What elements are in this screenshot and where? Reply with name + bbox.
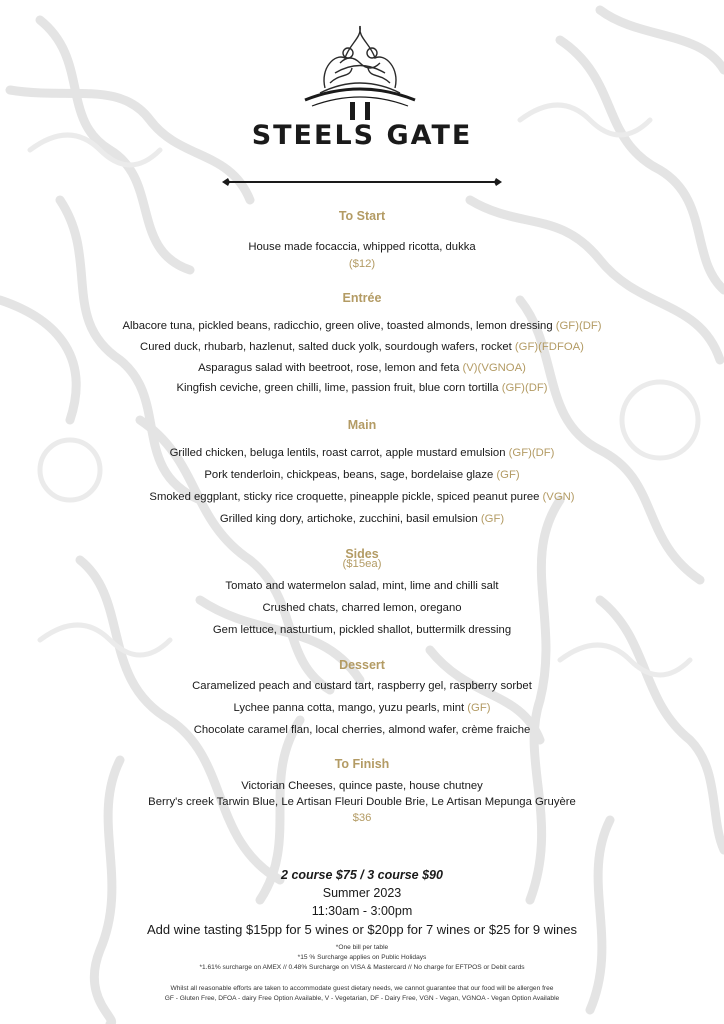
course-pricing: 2 course $75 / 3 course $90 <box>281 868 443 882</box>
section-subtitle-sides: ($15ea) <box>342 558 382 570</box>
season-label: Summer 2023 <box>322 886 402 900</box>
section-title-entree: Entrée <box>342 291 382 305</box>
section-price-to-start: ($12) <box>348 258 376 270</box>
section-title-to-finish: To Finish <box>334 757 390 771</box>
brand-name: STEELS GATE <box>251 120 473 151</box>
dietary-tag: (GF)(DF) <box>555 320 602 332</box>
note-line: *One bill per table <box>335 944 389 951</box>
service-hours: 11:30am - 3:00pm <box>311 904 413 918</box>
section-title-sides: Sides <box>345 547 379 561</box>
dietary-tag: (GF)(FDFOA) <box>514 341 584 353</box>
menu-item: Crushed chats, charred lemon, oregano <box>262 602 462 614</box>
menu-item: Gem lettuce, nasturtium, pickled shallot, buttermilk dressing <box>212 624 512 636</box>
divider-ornament-icon <box>222 176 502 188</box>
allergen-disclaimer: Whilst all reasonable efforts are taken to accommodate guest dietary needs, we cannot guarantee that our food will be allergen free <box>170 985 554 992</box>
section-title-to-start: To Start <box>338 209 386 223</box>
dietary-tag: (V)(VGNOA) <box>462 362 526 374</box>
menu-item: Chocolate caramel flan, local cherries, almond wafer, crème fraiche <box>193 724 531 736</box>
dietary-tag: (GF) <box>467 702 491 714</box>
menu-item: House made focaccia, whipped ricotta, dukka <box>248 241 476 253</box>
menu-item: Asparagus salad with beetroot, rose, lemon and feta (V)(VGNOA) <box>198 362 526 374</box>
dietary-legend: GF - Gluten Free, DFOA - dairy Free Option Available, V - Vegetarian, DF - Dairy Free, VGN - Vegan, VGNOA - Vegan Option Available <box>164 995 560 1002</box>
note-line: *15 % Surcharge applies on Public Holidays <box>297 954 427 961</box>
menu-item: Caramelized peach and custard tart, raspberry gel, raspberry sorbet <box>192 680 532 692</box>
dietary-tag: (GF) <box>480 513 505 525</box>
menu-item: Grilled king dory, artichoke, zucchini, basil emulsion (GF) <box>219 513 505 525</box>
menu-item: Kingfish ceviche, green chilli, lime, passion fruit, blue corn tortilla (GF)(DF) <box>176 382 548 394</box>
menu-item: Tomato and watermelon salad, mint, lime and chilli salt <box>225 580 499 592</box>
dietary-tag: (GF) <box>496 469 520 481</box>
dietary-tag: (GF)(DF) <box>501 382 548 394</box>
menu-item: Lychee panna cotta, mango, yuzu pearls, mint (GF) <box>233 702 491 714</box>
section-title-dessert: Dessert <box>339 658 385 672</box>
menu-item: Berry's creek Tarwin Blue, Le Artisan Fleuri Double Brie, Le Artisan Mepunga Gruyère <box>148 796 576 808</box>
menu-item: Grilled chicken, beluga lentils, roast carrot, apple mustard emulsion (GF)(DF) <box>169 447 555 459</box>
note-line: *1.61% surcharge on AMEX // 0.48% Surcharge on VISA & Mastercard // No charge for EFTPOS or Debit cards <box>199 964 525 971</box>
menu-item: Cured duck, rhubarb, hazlenut, salted duck yolk, sourdough wafers, rocket (GF)(FDFOA) <box>140 341 584 353</box>
dietary-tag: (VGN) <box>542 491 575 503</box>
menu-item: Albacore tuna, pickled beans, radicchio, green olive, toasted almonds, lemon dressing (GF)(DF) <box>122 320 602 332</box>
dietary-tag: (GF)(DF) <box>508 447 555 459</box>
wine-tasting-offer: Add wine tasting $15pp for 5 wines or $20pp for 7 wines or $25 for 9 wines <box>147 922 577 937</box>
menu-item: Smoked eggplant, sticky rice croquette, pineapple pickle, spiced peanut puree (VGN) <box>149 491 575 503</box>
section-price-to-finish: $36 <box>352 812 372 824</box>
section-title-main: Main <box>347 418 377 432</box>
menu-item: Victorian Cheeses, quince paste, house chutney <box>241 780 483 792</box>
menu-item: Pork tenderloin, chickpeas, beans, sage, bordelaise glaze (GF) <box>204 469 520 481</box>
